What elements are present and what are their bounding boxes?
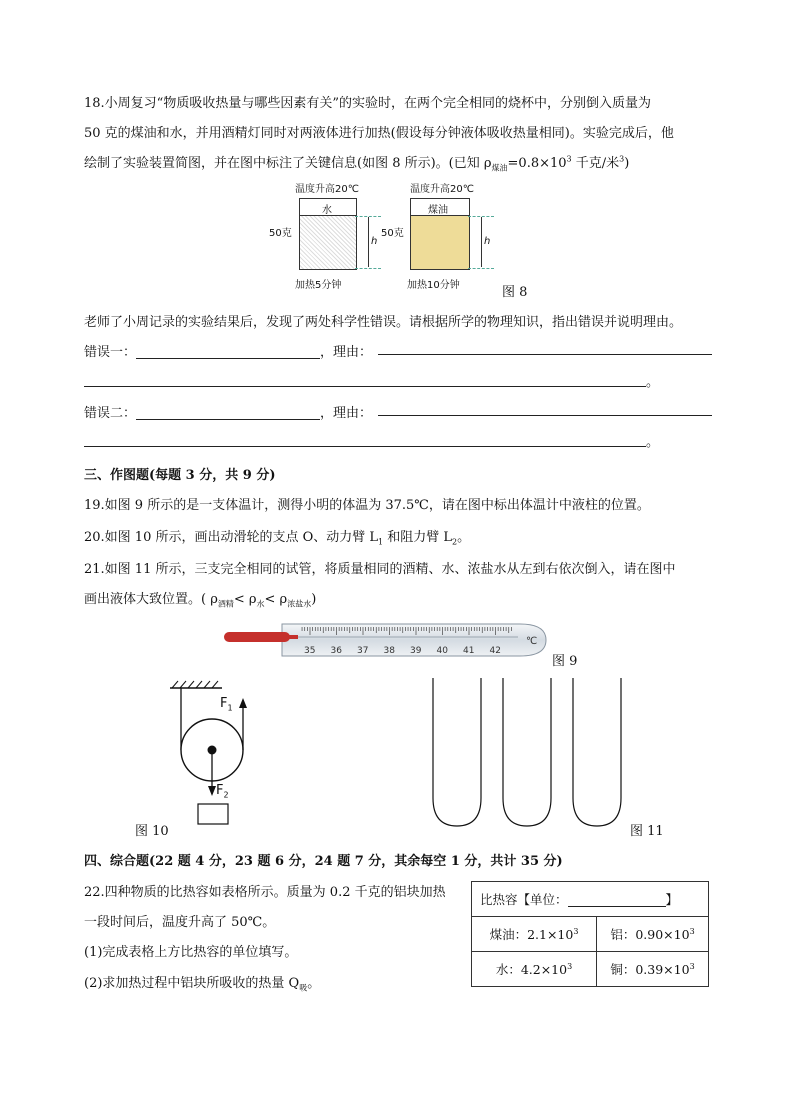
thermometer-tick-label: 42: [489, 646, 501, 656]
q22-line1: 22.四种物质的比热容如表格所示。质量为 0.2 千克的铝块加热: [84, 885, 446, 900]
q22-part1: (1)完成表格上方比热容的单位填写。: [84, 945, 298, 960]
q21-line1: 21.如图 11 所示，三支完全相同的试管，将质量相同的酒精、水、浓盐水从左到右依次倒入，请在图中: [84, 562, 676, 577]
fig8-left-top: 温度升高20℃: [295, 184, 359, 195]
test-tube-right: [573, 678, 621, 826]
figure-9-thermometer: [220, 618, 550, 662]
q18-line3: 绘制了实验装置简图，并在图中标注了关键信息(如图 8 所示)。(已知 $\rho_{煤油}=0.8\times 10^3$ 千克/米$^3$): [84, 154, 630, 173]
fig8-right-bottom: 加热10分钟: [407, 280, 460, 291]
thermometer-tick-label: 39: [410, 646, 422, 656]
thermometer-bulb: [224, 632, 290, 642]
f2-arrow: [208, 786, 216, 796]
q21-line2: 画出液体大致位置。( $\rho_{酒精}< \rho_水< \rho_{浓盐水}$): [84, 592, 317, 609]
fig8-caption: 图 8: [502, 285, 528, 300]
fig8-right-h-arrow: [481, 217, 482, 267]
f1-label: $F_1$: [220, 696, 233, 713]
thermometer-tick-label: 36: [330, 646, 342, 656]
fig8-right-mass: 50克: [381, 228, 404, 239]
reason2-blank-line2[interactable]: [84, 446, 646, 447]
q18-line1: 18.小周复习“物质吸收热量与哪些因素有关”的实验时，在两个完全相同的烧杯中，分别倒入质量为: [84, 96, 651, 111]
fig8-water-label: 水: [322, 205, 332, 216]
cell-aluminum: 铝：$0.90\times 10^3$: [597, 917, 709, 952]
thermometer-tick-label: 40: [436, 646, 448, 656]
table-header: 比热容【单位： 】: [472, 882, 709, 917]
figure-8: 温度升高20℃ 50克 水 h 加热5分钟 温度升高20℃ 50克 煤油 h 加热10分钟: [265, 180, 545, 295]
fig10-caption: 图 10: [135, 824, 169, 839]
q19: 19.如图 9 所示的是一支体温计，测得小明的体温为 37.5℃，请在图中标出体温计中液柱的位置。: [84, 498, 650, 513]
fig11-caption: 图 11: [630, 824, 664, 839]
fig8-left-mass: 50克: [269, 228, 292, 239]
fig8-oil-beaker: [410, 198, 470, 270]
q18-line4: 老师了小周记录的实验结果后，发现了两处科学性错误。请根据所学的物理知识，指出错误并说明理由。: [84, 315, 683, 330]
figure-10-pulley: [160, 678, 260, 828]
error1-row: 错误一： ，理由：: [84, 345, 373, 360]
cell-kerosene: 煤油：$2.1\times 10^3$: [472, 917, 597, 952]
figure-11-test-tubes: [425, 678, 635, 830]
test-tube-middle: [503, 678, 551, 826]
thermometer-tick-label: 37: [357, 646, 369, 656]
fig8-left-bottom: 加热5分钟: [295, 280, 342, 291]
reason1-blank-line2[interactable]: [84, 386, 646, 387]
error2-blank[interactable]: [136, 405, 320, 420]
fig8-water-liquid: [300, 216, 356, 269]
specific-heat-table: [471, 881, 709, 987]
unit-blank[interactable]: [568, 892, 666, 907]
fig8-oil-label: 煤油: [428, 205, 448, 216]
fig9-caption: 图 9: [552, 654, 578, 669]
weight-block: [198, 804, 228, 824]
q20: 20.如图 10 所示，画出动滑轮的支点 O、动力臂 $L_1$ 和阻力臂 $L_2$。: [84, 530, 471, 547]
q18-line2: 50 克的煤油和水，并用酒精灯同时对两液体进行加热(假设每分钟液体吸收热量相同)。实验完成后，他: [84, 126, 674, 141]
q22-line2: 一段时间后，温度升高了 50℃。: [84, 915, 276, 930]
fig8-oil-liquid: [411, 216, 469, 269]
error1-blank[interactable]: [136, 344, 320, 359]
error2-row: 错误二： ，理由：: [84, 406, 373, 421]
q22-part2: (2)求加热过程中铝块所吸收的热量 $Q_吸$。: [84, 976, 321, 993]
thermometer-tick-label: 35: [304, 646, 316, 656]
fig8-water-beaker: [299, 198, 357, 270]
thermometer-tick-label: 38: [383, 646, 395, 656]
thermometer-unit: ℃: [526, 636, 538, 647]
test-tube-left: [433, 678, 481, 826]
f1-arrow: [239, 698, 247, 708]
thermometer-tick-label: 41: [463, 646, 475, 656]
cell-water: 水：$4.2\times 10^3$: [472, 952, 597, 987]
cell-copper: 铜：$0.39\times 10^3$: [597, 952, 709, 987]
section4-title: 四、综合题(22 题 4 分，23 题 6 分，24 题 7 分，其余每空 1 分，共计 35 分): [84, 854, 563, 869]
fig8-right-top: 温度升高20℃: [410, 184, 474, 195]
fig8-left-h-arrow: [368, 217, 369, 267]
reason1-blank[interactable]: [378, 354, 712, 355]
reason2-blank[interactable]: [378, 415, 712, 416]
section3-title: 三、作图题(每题 3 分，共 9 分): [84, 468, 276, 483]
f2-label: $F_2$: [216, 783, 229, 800]
